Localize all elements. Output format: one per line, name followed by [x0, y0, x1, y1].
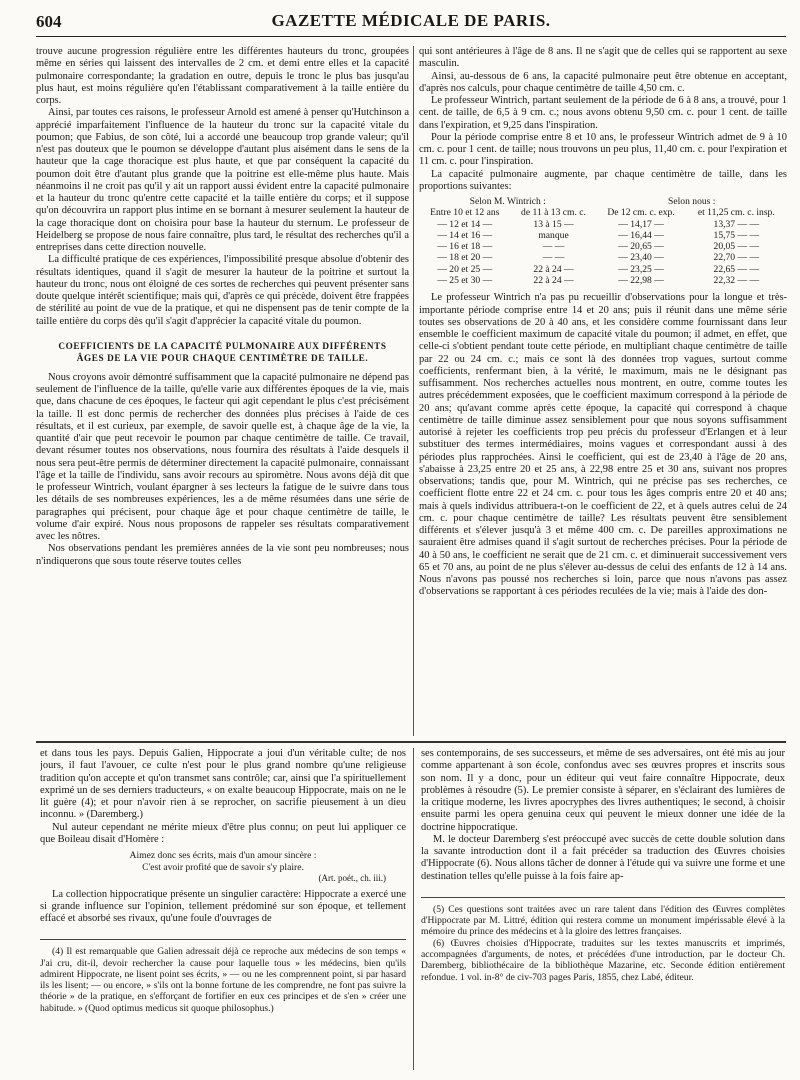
paragraph: Nous croyons avoir démontré suffisamment que la capacité pulmonaire ne dépend pas seulement de l'influence de la taille, qu'elle varie aux différentes époques de la vie, mais que, dans chacune de ces époques, le facteur qui agit cependant le plus c'est précisément la taille. Il est donc permis de rechercher des données plus précises à l'aide de ces résultats, et il est curieux, par exemple, de savoir quelle est, à chaque âge de la vie, la quantité d'air que peut recevoir le poumon par chaque centimètre de taille. Ce travail, devant résumer toutes nos observations, nous fournira des résultats à l'aide desquels il nous sera peut-être permis de déterminer directement la capacité pulmonaire, connaissant l'âge et la taille de l'individu, sans avoir recours au spiromètre. Nous avons déjà dit que le professeur Wintrich, voulant épargner à ses lecteurs la fatigue de le suivre dans tous les détails de ses nombreuses expériences, les a de même résumées dans une série de paragraphes qui précisent, pour chaque âge et pour chaque centimètre de taille, le volume d'air expiré. Nous nous proposons de rappeler ses résultats comparativement avec les nôtres. [36, 371, 409, 542]
table-cell: — 14 et 16 — [437, 229, 493, 241]
table-cell: 22 à 24 — [533, 263, 574, 275]
paragraph: La capacité pulmonaire augmente, par chaque centimètre de taille, dans les proportions suivantes: [419, 168, 787, 192]
quotation-source: (Art. poét., ch. iii.) [318, 873, 386, 883]
paragraph: La collection hippocratique présente un singulier caractère: Hippocrate a exercé une si grande influence sur l'opinion, tellement prédominé sur son époque, et tellement effacé et absorbé ses rivaux, qu'une foule d'ouvrages de [40, 888, 406, 924]
paragraph: Pour la période comprise entre 8 et 10 ans, le professeur Wintrich admet de 9 à 10 cm. c. pour 1 cent. de taille; nous trouvons un peu plus, 11,40 cm. c. pour l'expiration et 11 cm. c. pour l'inspiration. [419, 131, 787, 168]
column-divider [413, 748, 414, 1070]
table-row [419, 264, 787, 275]
table-cell: — 18 et 20 — [437, 252, 493, 264]
paragraph: Le professeur Wintrich, partant seulement de la période de 6 à 8 ans, a trouvé, pour 1 cent. de taille, de 6,5 à 9 cm. c.; nous avons obtenu 9,50 cm. c. pour 1 cent. de taille dans l'expiration, et 9,25 dans l'inspiration. [419, 95, 787, 131]
paragraph: Nul auteur cependant ne mérite mieux d'être plus connu; on peut lui appliquer ce que Boileau disait d'Homère : [40, 821, 406, 845]
paragraph: La difficulté pratique de ces expériences, l'impossibilité presque absolue d'obtenir des résultats identiques, quand il s'agit de mesurer la hauteur de la poitrine et surtout la hauteur du tronc, nous ont éloigné de ces sortes de recherches qui peuvent présenter sans doute quelque intérêt scientifique; mais qui, d'après ce qui précède, doivent être frappées de stérilité au point de vue de la pratique, et qui ne dispensent pas de tenir compte de la taille entière du corps dès qu'il s'agit d'apprécier la capacité vitale du poumon. [36, 254, 409, 327]
paragraph: trouve aucune progression régulière entre les différentes hauteurs du tronc, groupées même en séries qui laissent des intervalles de 2 cm. et demi entre elles et la capacité pulmonaire correspondante; la gradation en outre, depuis le tronc le plus bas jusqu'au plus haut, est moins régulière qu'en l'établissant comparativement à la taille entière du corps. [36, 46, 409, 106]
paragraph: ses contemporains, de ses successeurs, et même de ses adversaires, ont été mis au jour comme appartenant à son école, confondus avec ses œuvres propres et inscrits sous son nom. Il y a donc, pour un éditeur qui veut faire connaître Hippocrate, deux problèmes à résoudre (5). Le premier consiste à séparer, en s'éclairant des lumières de la critique moderne, les livres apocryphes des livres authentiques; le second, à choisir ensuite parmi les opera genuina ceux qui peuvent le mieux donner une idée de la doctrine hippocratique. [421, 748, 785, 833]
table-cell: — 16,44 — [618, 229, 664, 241]
paragraph: Ainsi, par toutes ces raisons, le professeur Arnold est amené à penser qu'Hutchinson a apprécié imparfaitement l'influence de la hauteur du tronc sur la capacité vitale du poumon; que Fabius, de son côté, lui a accordé une beaucoup trop grande valeur; qu'il n'est pas douteux que le poumon se développe d'autant plus aisément dans le sens de la hauteur que la cage thoracique est plus haute, et que par conséquent la capacité du poumon doit être d'autant plus grande que la poitrine est elle-même plus haute. Mais néanmoins il ne croit pas qu'il y ait un rapport aussi évident entre la capacité pulmonaire et la hauteur du tronc qu'entre cette capacité et la taille entière du corps; et il suppose qu'on découvrira un rapport plus intime en se bornant à mesurer seulement la hauteur de la cage thoracique dont on choisira pour base la hauteur du sternum. Le professeur de Heidelberg se propose de nous faire connaître, plus tard, le résultat des recherches qu'il a entreprises dans cette direction nouvelle. [36, 107, 409, 253]
column-divider [413, 46, 414, 736]
right-column-top [419, 46, 787, 738]
table-cell: 22,32 — — [713, 275, 760, 287]
footnote: (5) Ces questions sont traitées avec un rare talent dans l'édition des Œuvres complètes d'Hippocrate par M. Littré, édition qui restera comme un monument impérissable élevé à la mémoire du prince des médecins et à la gloire des lettres françaises. [421, 903, 785, 938]
table-cell: — 20 et 25 — [437, 263, 493, 275]
table-cell: — 12 et 14 — [437, 218, 493, 230]
paragraph: qui sont antérieures à l'âge de 8 ans. Il ne s'agit que de celles qui se rapportent au sexe masculin. [419, 46, 787, 70]
table-cell: — 20,65 — [618, 241, 664, 253]
table-cell: — 14,17 — [618, 218, 664, 230]
section-heading: COEFFICIENTS DE LA CAPACITÉ PULMONAIRE AUX DIFFÉRENTS ÂGES DE LA VIE POUR CHAQUE CENTIMÈTRE DE TAILLE. [58, 340, 387, 363]
table-cell: manque [538, 229, 569, 241]
table-cell: — 25 et 30 — [437, 275, 493, 287]
table-body [419, 207, 787, 286]
table-cell: Entre 10 et 12 ans [430, 207, 500, 219]
table-cell: et 11,25 cm. c. insp. [697, 207, 775, 219]
footnote: (6) Œuvres choisies d'Hippocrate, traduites sur les textes manuscrits et imprimés, accompagnées d'arguments, de notes, et précédées d'une introduction, par le docteur Ch. Daremberg, bibliothécaire de la bibliothèque Mazarine, etc. Seconde édition entièrement refondue. 1 vol. in-8° de civ-703 pages Paris, 1855, chez Labé, éditeur. [421, 937, 785, 983]
table-row [419, 241, 787, 252]
table-cell: 22,70 — — [713, 252, 760, 264]
table-cell: 15,75 — — [713, 229, 760, 241]
left-column-top [36, 46, 409, 738]
table-row [419, 230, 787, 241]
footnote-rule [40, 939, 406, 940]
paragraph: Le professeur Wintrich n'a pas pu recueillir d'observations pour la longue et très-importante période comprise entre 14 et 20 ans; puis il réunit dans une même série toutes ses observations de 20 à 40 ans, et les considère comme fournissant dans leur ensemble le coefficient maximum de capacité vitale du poumon; il admet, en effet, que celle-ci s'obtient pendant toute cette période, en multipliant chaque centimètre de taille par 22 ou 24 cm. c.; mais ce sont là des données trop vagues, surtout comme coefficients, renfermant bien, à la vérité, le maximum, mais ne le désignant pas suffisamment. Nos recherches actuelles nous montrent, en outre, comme toutes les autres précédemment exposées, que le coefficient maximum correspond à la période de 20 ans; qu'avant comme après cette époque, la capacité qui correspond à chaque centimètre de taille diminue assez sensiblement pour que nous soyons suffisamment autorisé à rejeter les coefficients trop peu précis du professeur d'Erlangen et à leur substituer des termes intermédiaires, moins vagues et correspondant aussi à des périodes plus rapprochées. Ainsi le coefficient, qui est de 23,40 à l'âge de 20 ans, s'abaisse à 23,25 entre 20 et 25 ans, à 22,98 entre 25 et 30 ans, suivant nos propres observations; tandis que, pour M. Wintrich, qui ne précise pas ses recherches, ce coefficient flotte entre 22 et 24 cm. c. pour tous les âges compris entre 20 et 40 ans; mais à quels individus attribuera-t-on le coefficient de 22, et à quels autres celui de 24 cm. c. pour chaque centimètre de taille? Les résultats peuvent être sensiblement différents et s'élever jusqu'à 3 et même 400 cm. c. De pareilles approximations ne sauraient être admises quand il s'agit surtout de recherches précises. Pour la période de 40 à 50 ans, le coefficient ne serait que de 21 cm. c. et diminuerait successivement vers 65 et 70 ans, au point de ne plus s'élever au-dessus de celui des enfants de 12 à 14 ans. Nous n'avons pas poussé nos recherches si loin, parce que nous n'avons pas assez d'observations se rapportant à ces périodes reculées de la vie; mais à l'aide des don- [419, 292, 787, 598]
table-cell: De 12 cm. c. exp. [607, 207, 675, 219]
capacity-table [419, 196, 787, 286]
table-cell: — — [542, 241, 565, 253]
feuilleton-divider [36, 741, 786, 743]
paragraph: Nos observations pendant les premières années de la vie sont peu nombreuses; nous n'indiquerons que sous toute réserve toutes celles [36, 543, 409, 567]
page-number: 604 [36, 12, 62, 31]
quotation [40, 850, 406, 885]
quotation-line: C'est avoir profité que de savoir s'y plaire. [142, 861, 304, 873]
table-cell: 13,37 — — [713, 218, 760, 230]
footnote: (4) Il est remarquable que Galien adressait déjà ce reproche aux médecins de son temps « J'ai cru, dit-il, devoir rechercher la cause pour laquelle tous » les médecins, bien qu'ils admirent Hippocrate, ne lisent point ses écrits, » — ou ne les comprennent point, si par hasard ils les lisent; — ou encore, » s'ils ont la bonne fortune de les comprendre, ne font pas suivre la théorie » de la pratique, en s'efforçant de fortifier en eux ces principes et de s'en » créer une habitude. » (Quod optimus medicus sit quoque philosophus.) [40, 946, 406, 1014]
table-cell: 13 à 15 — [533, 218, 574, 230]
table-cell: — 16 et 18 — [437, 241, 493, 253]
table-cell: — 22,98 — [618, 275, 664, 287]
paragraph: Ainsi, au-dessous de 6 ans, la capacité pulmonaire peut être obtenue en acceptant, d'après nos calculs, pour chaque centimètre de taille 4,50 cm. c. [419, 70, 787, 94]
publication-title: GAZETTE MÉDICALE DE PARIS. [271, 11, 551, 30]
table-header-ours: Selon nous : [668, 196, 716, 207]
table-cell: 22 à 24 — [533, 275, 574, 287]
table-cell: de 11 à 13 cm. c. [521, 207, 586, 219]
quotation-line: Aimez donc ses écrits, mais d'un amour sincère : [129, 850, 317, 861]
table-cell: 20,05 — — [713, 241, 760, 253]
footnote-rule [421, 897, 785, 898]
paragraph: M. le docteur Daremberg s'est préoccupé avec succès de cette double solution dans la savante introduction dont il a fait précéder sa traduction des Œuvres choisies d'Hippocrate (6). Nous allons tâcher de donner à l'étude qui va suivre une forme et une destination telles qu'elle puisse à la fois faire ap- [421, 833, 785, 882]
left-column-bottom [40, 748, 406, 1070]
table-row [419, 252, 787, 263]
table-row [419, 275, 787, 286]
table-cell: — 23,40 — [618, 252, 664, 264]
table-cell: — 23,25 — [618, 263, 664, 275]
table-cell: 22,65 — — [713, 263, 760, 275]
table-header-wintrich: Selon M. Wintrich : [469, 196, 546, 207]
table-row [419, 207, 787, 218]
table-cell: — — [542, 252, 565, 264]
right-column-bottom [421, 748, 785, 1070]
page-header [36, 10, 786, 37]
table-row [419, 219, 787, 230]
paragraph: et dans tous les pays. Depuis Galien, Hippocrate a joui d'un véritable culte; de nos jours, il faut l'avouer, ce culte n'est pour le plus grand nombre qu'une religieuse tradition qu'on accepte et qu'on transmet sans contrôle; car, ainsi que l'a spirituellement exprimé un de ses derniers traducteurs, « on exalte beaucoup Hippocrate, mais on ne le lit guère (4); et pour n'avoir rien à se reprocher, on sacrifie pieusement à un dieu inconnu. » (Daremberg.) [40, 748, 406, 821]
